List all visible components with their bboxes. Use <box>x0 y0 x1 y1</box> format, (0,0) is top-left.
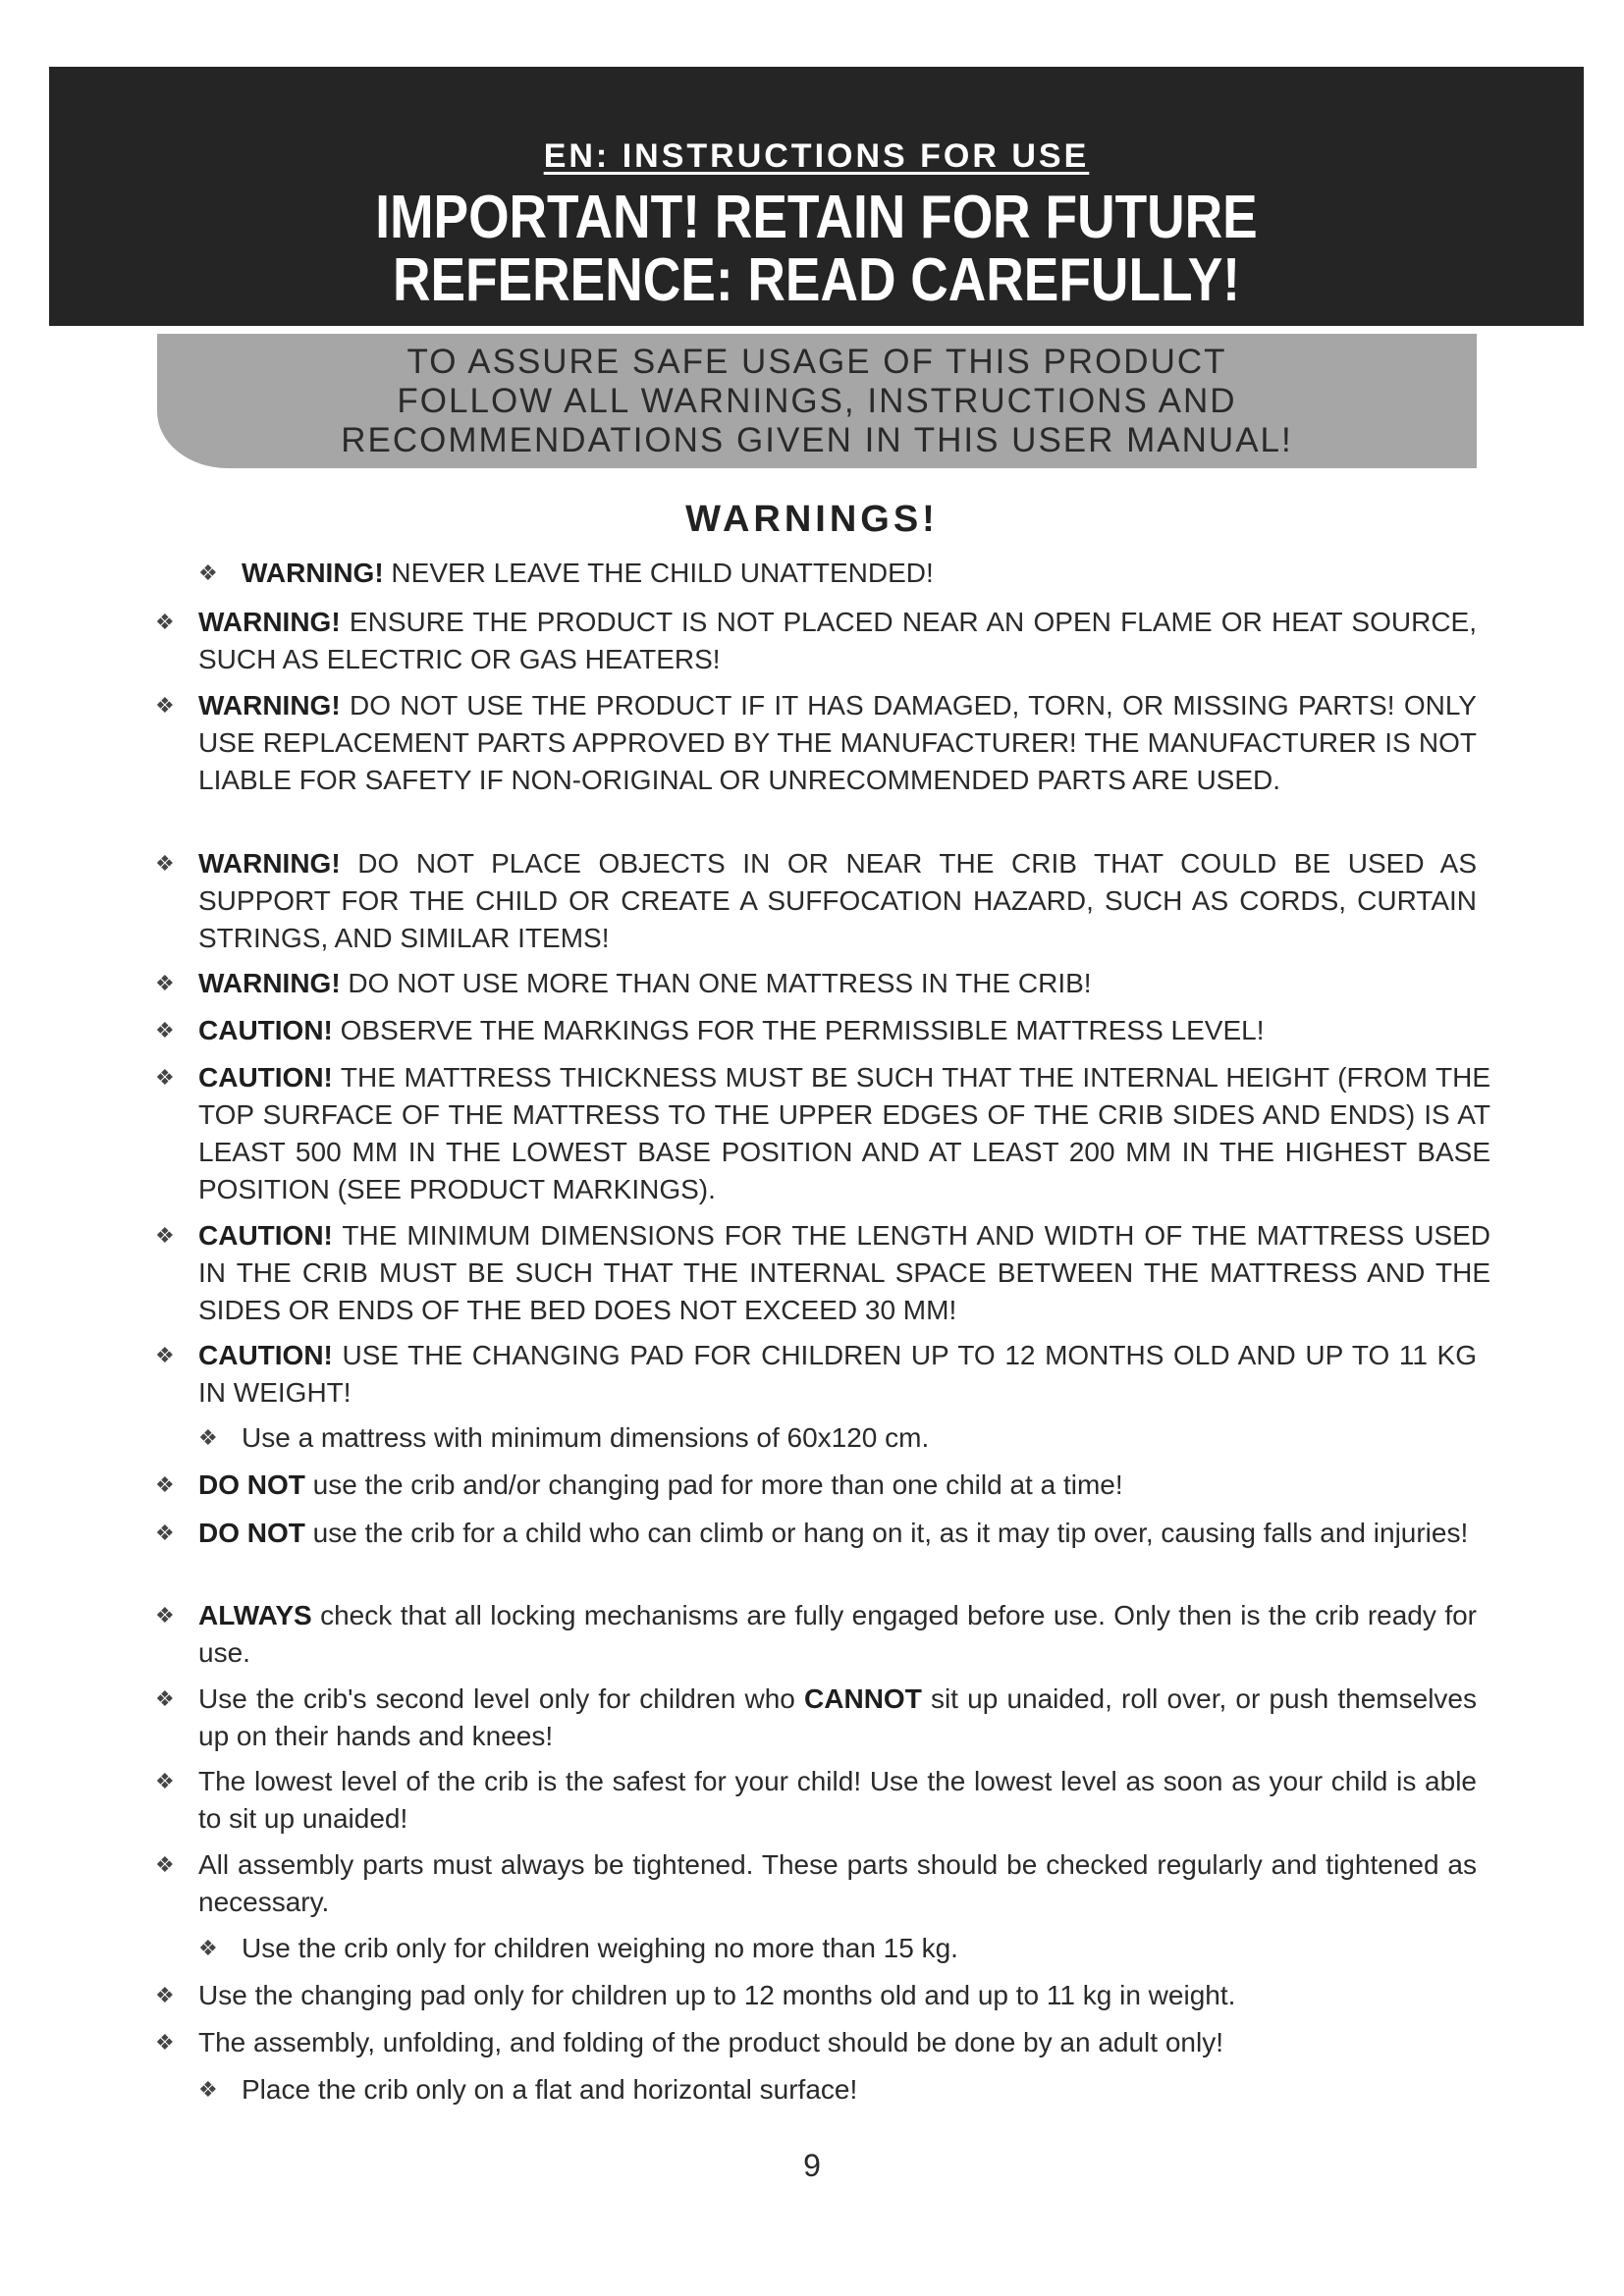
title-line-1: IMPORTANT! RETAIN FOR FUTURE <box>375 184 1258 251</box>
item-text: check that all locking mechanisms are fully engaged before use. Only then is the crib ready for use. <box>198 1600 1477 1668</box>
item-text: DO NOT PLACE OBJECTS IN OR NEAR THE CRIB THAT COULD BE USED AS SUPPORT FOR THE CHILD OR CREATE A SUFFOCATION HAZARD, SUCH AS CORDS, CURTAIN STRINGS, AND SIMILAR ITEMS! <box>198 848 1477 953</box>
diamond-bullet-icon: ❖ <box>155 1521 175 1545</box>
diamond-bullet-icon: ❖ <box>155 1686 175 1711</box>
diamond-bullet-icon: ❖ <box>198 1425 218 1450</box>
list-item <box>155 1515 1477 1552</box>
diamond-bullet-icon: ❖ <box>155 1472 175 1497</box>
item-keyword: CAUTION! <box>198 1340 333 1370</box>
list-item <box>155 1681 1477 1755</box>
item-text: Use the crib only for children weighing no more than 15 kg. <box>242 1933 958 1963</box>
item-text: sit up unaided, roll over, or push themselves up on their hands and knees! <box>198 1683 1477 1751</box>
list-item <box>155 1977 1477 2014</box>
item-text: USE THE CHANGING PAD FOR CHILDREN UP TO 12 MONTHS OLD AND UP TO 11 KG IN WEIGHT! <box>198 1340 1477 1408</box>
item-keyword: WARNING! <box>198 848 341 879</box>
list-item <box>198 1419 1479 1457</box>
item-keyword: WARNING! <box>242 558 384 588</box>
item-keyword: WARNING! <box>198 607 341 637</box>
banner-line-3: RECOMMENDATIONS GIVEN IN THIS USER MANUAL! <box>341 421 1293 459</box>
header-bar <box>49 67 1584 326</box>
item-text: All assembly parts must always be tightened. These parts should be checked regularly and tightened as necessary. <box>198 1849 1477 1917</box>
diamond-bullet-icon: ❖ <box>155 851 175 876</box>
list-item <box>155 604 1477 678</box>
list-item <box>155 1337 1477 1412</box>
list-item <box>155 1059 1490 1208</box>
list-item <box>155 1597 1477 1672</box>
list-item <box>155 965 1477 1002</box>
item-text: Use the changing pad only for children up to 12 months old and up to 11 kg in weight. <box>198 1980 1236 2010</box>
item-text-start: Use the crib's second level only for children who <box>198 1683 805 1714</box>
item-keyword: CAUTION! <box>198 1220 333 1251</box>
item-text: DO NOT USE MORE THAN ONE MATTRESS IN THE CRIB! <box>340 968 1092 998</box>
diamond-bullet-icon: ❖ <box>155 2030 175 2055</box>
diamond-bullet-icon: ❖ <box>155 610 175 634</box>
diamond-bullet-icon: ❖ <box>155 1769 175 1793</box>
list-item <box>155 2024 1477 2061</box>
item-text: use the crib and/or changing pad for more than one child at a time! <box>304 1469 1123 1500</box>
diamond-bullet-icon: ❖ <box>155 1852 175 1877</box>
diamond-bullet-icon: ❖ <box>155 1983 175 2007</box>
item-text: Place the crib only on a flat and horizontal surface! <box>242 2074 858 2105</box>
diamond-bullet-icon: ❖ <box>198 2077 218 2102</box>
banner-line-2: FOLLOW ALL WARNINGS, INSTRUCTIONS AND <box>397 382 1237 420</box>
diamond-bullet-icon: ❖ <box>155 1065 175 1090</box>
title-line-2: REFERENCE: READ CAREFULLY! <box>392 246 1241 314</box>
list-item <box>155 1012 1477 1049</box>
diamond-bullet-icon: ❖ <box>198 1936 218 1960</box>
list-item <box>155 845 1477 957</box>
diamond-bullet-icon: ❖ <box>155 1343 175 1367</box>
item-text: DO NOT USE THE PRODUCT IF IT HAS DAMAGED, TORN, OR MISSING PARTS! ONLY USE REPLACEMENT PARTS APPROVED BY THE MANUFACTURER! THE MANUFACTURER IS NOT LIABLE FOR SAFETY IF NON-ORIGINAL OR UNRECOMMENDED PARTS ARE USED. <box>198 690 1477 795</box>
important-title <box>49 184 1584 314</box>
list-item <box>155 687 1477 799</box>
list-item <box>198 2071 1479 2109</box>
item-text: use the crib for a child who can climb or hang on it, as it may tip over, causing falls and injuries! <box>304 1518 1469 1548</box>
page-number: 9 <box>803 2148 821 2183</box>
item-keyword: CAUTION! <box>198 1015 333 1045</box>
list-item <box>155 1217 1490 1329</box>
diamond-bullet-icon: ❖ <box>155 1018 175 1042</box>
list-item <box>198 555 1479 592</box>
diamond-bullet-icon: ❖ <box>155 693 175 718</box>
item-text: THE MINIMUM DIMENSIONS FOR THE LENGTH AND WIDTH OF THE MATTRESS USED IN THE CRIB MUST BE SUCH THAT THE INTERNAL SPACE BETWEEN THE MATTRESS AND THE SIDES OR ENDS OF THE BED DOES NOT EXCEED 30 MM! <box>198 1220 1490 1325</box>
item-text: OBSERVE THE MARKINGS FOR THE PERMISSIBLE MATTRESS LEVEL! <box>332 1015 1265 1045</box>
instructions-subtitle: EN: INSTRUCTIONS FOR USE <box>543 137 1090 175</box>
item-text: The lowest level of the crib is the safest for your child! Use the lowest level as soon as your child is able to sit up unaided! <box>198 1766 1477 1834</box>
diamond-bullet-icon: ❖ <box>155 1223 175 1248</box>
list-item <box>155 1763 1477 1838</box>
safe-usage-banner <box>157 334 1477 468</box>
item-text: NEVER LEAVE THE CHILD UNATTENDED! <box>383 558 934 588</box>
list-item <box>155 1846 1477 1921</box>
item-keyword: CAUTION! <box>198 1062 333 1093</box>
diamond-bullet-icon: ❖ <box>155 1603 175 1628</box>
item-text: THE MATTRESS THICKNESS MUST BE SUCH THAT THE INTERNAL HEIGHT (FROM THE TOP SURFACE OF THE MATTRESS TO THE UPPER EDGES OF THE CRIB SIDES AND ENDS) IS AT LEAST 500 MM IN THE LOWEST BASE POSITION AND AT LEAST 200 MM IN THE HIGHEST BASE POSITION (SEE PRODUCT MARKINGS). <box>198 1062 1490 1204</box>
item-keyword: DO NOT <box>198 1518 305 1548</box>
item-keyword: WARNING! <box>198 968 341 998</box>
item-text: Use a mattress with minimum dimensions of 60x120 cm. <box>242 1422 930 1453</box>
item-keyword: ALWAYS <box>198 1600 312 1630</box>
item-keyword: DO NOT <box>198 1469 305 1500</box>
list-item <box>155 1467 1477 1504</box>
banner-line-1: TO ASSURE SAFE USAGE OF THIS PRODUCT <box>406 343 1227 381</box>
item-text: ENSURE THE PRODUCT IS NOT PLACED NEAR AN OPEN FLAME OR HEAT SOURCE, SUCH AS ELECTRIC OR GAS HEATERS! <box>198 607 1477 674</box>
item-keyword: WARNING! <box>198 690 341 721</box>
diamond-bullet-icon: ❖ <box>155 971 175 995</box>
item-keyword: CANNOT <box>804 1683 922 1714</box>
item-text: The assembly, unfolding, and folding of the product should be done by an adult only! <box>198 2027 1223 2057</box>
warnings-heading: WARNINGS! <box>685 499 939 540</box>
list-item <box>198 1930 1479 1967</box>
diamond-bullet-icon: ❖ <box>198 561 218 585</box>
